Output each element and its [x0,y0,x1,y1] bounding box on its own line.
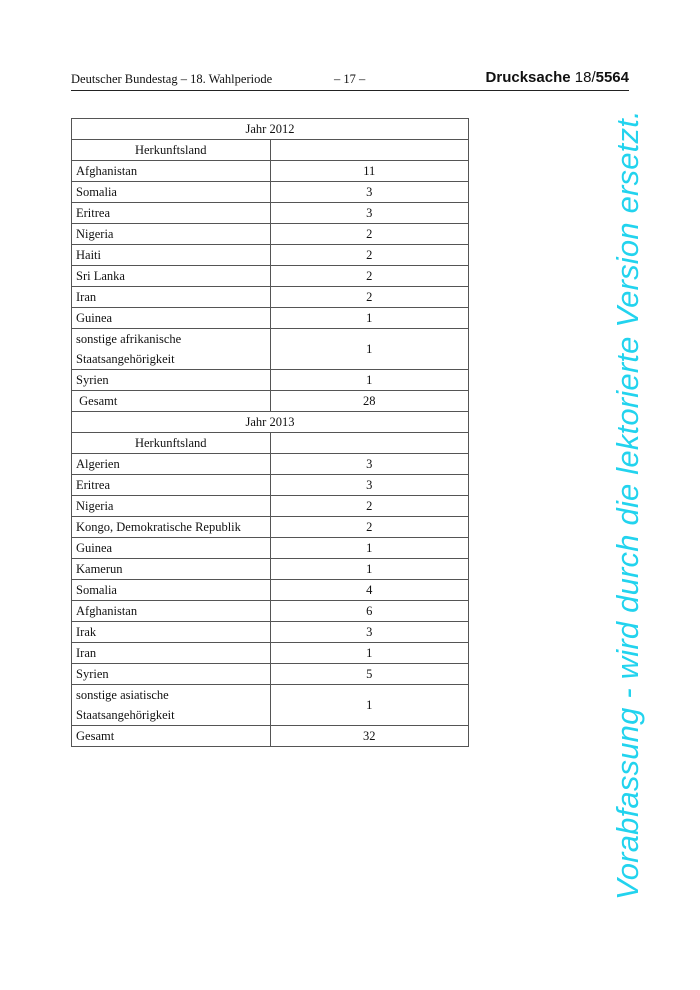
count-cell: 1 [270,559,469,580]
country-cell: Eritrea [72,203,271,224]
table-row [72,517,469,538]
country-cell: Guinea [72,538,271,559]
count-cell: 1 [270,329,469,370]
count-cell: 2 [270,287,469,308]
count-cell: 1 [270,370,469,391]
table-row [72,601,469,622]
table-row [72,224,469,245]
country-cell: Nigeria [72,496,271,517]
table-row [72,475,469,496]
count-cell: 3 [270,475,469,496]
page-header [71,69,629,91]
country-cell: Algerien [72,454,271,475]
table-row [72,182,469,203]
table-row [72,287,469,308]
table-row [72,370,469,391]
country-cell: sonstige afrikanische Staatsangehörigkeit [72,329,271,370]
country-cell: Afghanistan [72,161,271,182]
table-row [72,643,469,664]
count-cell: 3 [270,454,469,475]
doc-num-prefix: 18/ [574,69,596,86]
total-row [72,391,469,412]
country-cell: Irak [72,622,271,643]
count-cell: 2 [270,224,469,245]
count-cell: 2 [270,245,469,266]
table-row [72,622,469,643]
count-cell: 3 [270,622,469,643]
country-column-header: Herkunftsland [72,140,271,161]
document-number [486,69,629,86]
country-cell: Eritrea [72,475,271,496]
page-number: – 17 – [334,72,366,86]
country-cell: Guinea [72,308,271,329]
table-row [72,245,469,266]
count-cell: 6 [270,601,469,622]
year-cell: Jahr 2013 [72,412,469,433]
table-row [72,266,469,287]
column-header-row [72,140,469,161]
table-row [72,559,469,580]
count-cell: 1 [270,643,469,664]
country-cell: Somalia [72,182,271,203]
count-cell: 5 [270,664,469,685]
table-row [72,161,469,182]
year-cell: Jahr 2012 [72,119,469,140]
table-row [72,664,469,685]
count-cell: 2 [270,517,469,538]
year-row [72,119,469,140]
count-cell: 3 [270,182,469,203]
count-cell: 4 [270,580,469,601]
table-row [72,685,469,726]
count-cell: 3 [270,203,469,224]
doc-label: Drucksache [485,69,571,86]
count-cell: 2 [270,496,469,517]
table-row [72,203,469,224]
table-row [72,496,469,517]
country-cell: Iran [72,643,271,664]
country-cell: Haiti [72,245,271,266]
country-cell: Syrien [72,370,271,391]
total-label-cell: Gesamt [72,391,271,412]
country-column-header: Herkunftsland [72,433,271,454]
total-label-cell: Gesamt [72,726,271,747]
country-cell: Somalia [72,580,271,601]
count-cell: 1 [270,538,469,559]
count-cell: 1 [270,685,469,726]
country-cell: sonstige asiatische Staatsangehörigkeit [72,685,271,726]
count-cell: 1 [270,308,469,329]
doc-num-main: 5564 [595,69,629,86]
count-cell: 11 [270,161,469,182]
table-row [72,538,469,559]
country-cell: Iran [72,287,271,308]
table-2013 [71,411,469,747]
country-cell: Nigeria [72,224,271,245]
country-cell: Afghanistan [72,601,271,622]
table-row [72,454,469,475]
table-row [72,308,469,329]
column-header-row [72,433,469,454]
country-cell: Sri Lanka [72,266,271,287]
total-row [72,726,469,747]
count-column-header [270,140,469,161]
table-row [72,580,469,601]
year-row [72,412,469,433]
total-count-cell: 28 [270,391,469,412]
country-cell: Kongo, Demokratische Republik [72,517,271,538]
table-row [72,329,469,370]
total-count-cell: 32 [270,726,469,747]
draft-watermark: Vorabfassung - wird durch die lektorierte Version ersetzt. [610,110,645,900]
table-2012 [71,118,469,412]
country-cell: Syrien [72,664,271,685]
count-cell: 2 [270,266,469,287]
count-column-header [270,433,469,454]
country-cell: Kamerun [72,559,271,580]
parliament-label: Deutscher Bundestag – 18. Wahlperiode [71,72,273,86]
